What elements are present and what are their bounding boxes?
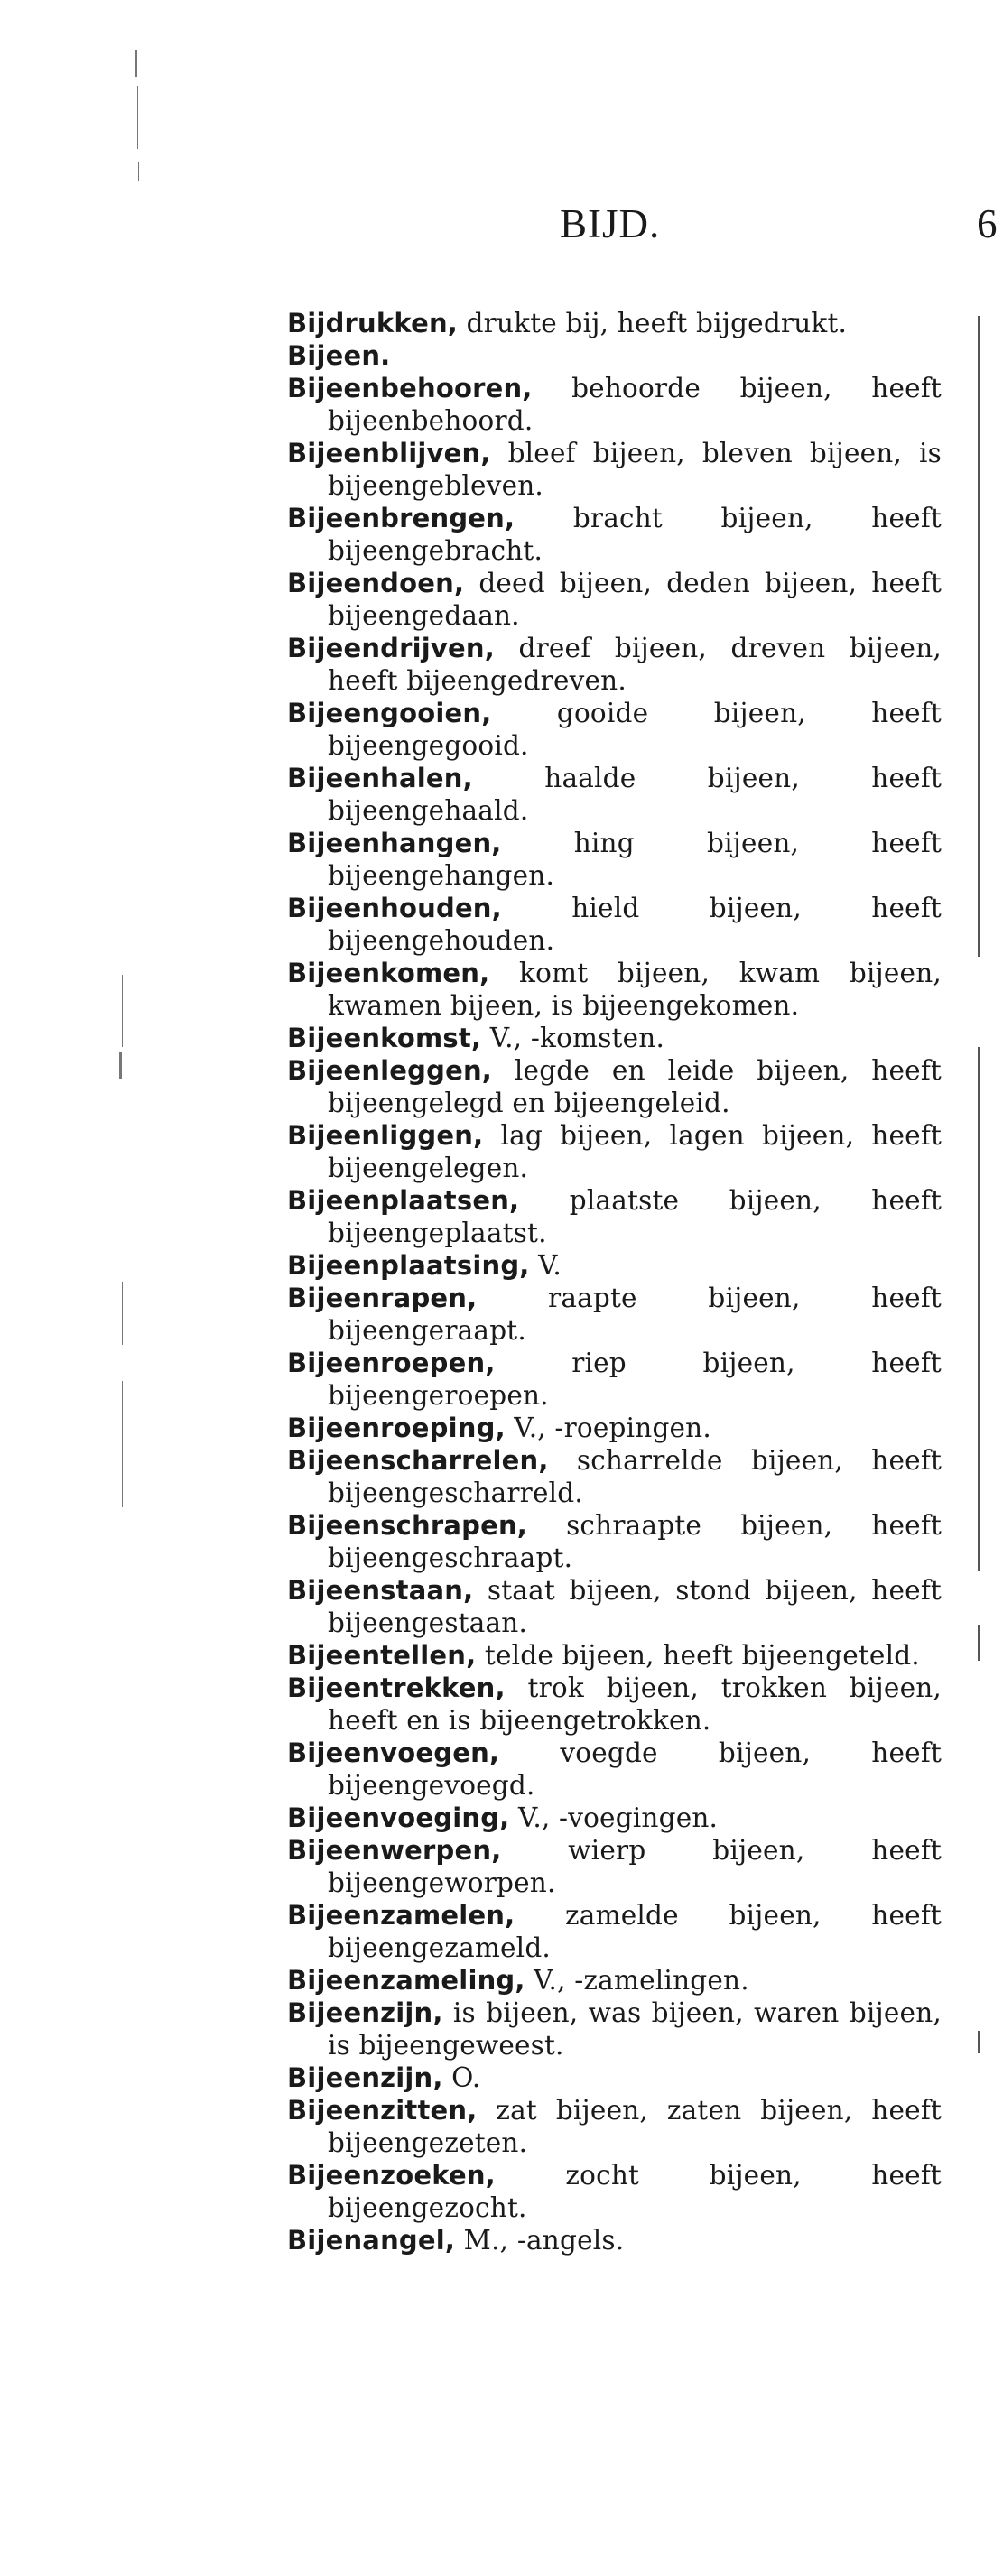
- dictionary-entry: [287, 1802, 942, 1834]
- dictionary-entry: [287, 1639, 942, 1672]
- dictionary-entries: [287, 307, 942, 2256]
- entry-definition: scharrelde bijeen, heeft bijeengescharreld.: [328, 1445, 942, 1508]
- margin-mark: [138, 162, 139, 181]
- dictionary-entry: [287, 502, 942, 567]
- entry-definition: V., -komsten.: [481, 1023, 665, 1053]
- entry-definition: V., -roepingen.: [505, 1413, 711, 1443]
- entry-definition: zat bijeen, zaten bijeen, heeft bijeengezeten.: [328, 2095, 942, 2158]
- entry-headword: Bijeengooien,: [287, 698, 492, 728]
- dictionary-entry: [287, 957, 942, 1022]
- dictionary-entry: [287, 2062, 942, 2094]
- dictionary-entry: [287, 1249, 942, 1282]
- entry-headword: Bijdrukken,: [287, 308, 459, 338]
- dictionary-entry: [287, 827, 942, 892]
- entry-definition: legde en leide bijeen, heeft bijeengelegd en bijeengeleid.: [328, 1055, 942, 1118]
- margin-mark: [137, 86, 138, 149]
- entry-definition: dreef bijeen, dreven bijeen, heeft bijeengedreven.: [328, 633, 942, 696]
- entry-definition: schraapte bijeen, heeft bijeengeschraapt.: [328, 1510, 942, 1573]
- entry-definition: V., -voegingen.: [509, 1802, 719, 1833]
- entry-headword: Bijeenhangen,: [287, 828, 502, 858]
- entry-headword: Bijeenhouden,: [287, 893, 502, 923]
- entry-definition: bracht bijeen, heeft bijeengebracht.: [328, 503, 942, 566]
- dictionary-entry: [287, 632, 942, 697]
- margin-mark: [122, 1381, 123, 1507]
- entry-headword: Bijeenzijn,: [287, 1997, 443, 2028]
- entry-headword: Bijeenplaatsen,: [287, 1185, 520, 1216]
- entry-definition: hield bijeen, heeft bijeengehouden.: [328, 893, 942, 956]
- entry-headword: Bijeendoen,: [287, 568, 465, 598]
- dictionary-entry: [287, 1347, 942, 1412]
- dictionary-entry: [287, 1054, 942, 1119]
- margin-mark: [119, 1052, 122, 1079]
- dictionary-entry: [287, 1964, 942, 1997]
- entry-definition: trok bijeen, trokken bijeen, heeft en is bijeengetrokken.: [328, 1673, 942, 1736]
- entry-definition: riep bijeen, heeft bijeengeroepen.: [328, 1348, 942, 1411]
- entry-headword: Bijeenbehooren,: [287, 373, 533, 403]
- dictionary-entry: [287, 892, 942, 957]
- column-rule: [978, 2031, 980, 2053]
- entry-headword: Bijeentellen,: [287, 1640, 477, 1671]
- entry-headword: Bijeenstaan,: [287, 1575, 474, 1606]
- dictionary-entry: [287, 567, 942, 632]
- entry-definition: telde bijeen, heeft bijeengeteld.: [476, 1640, 920, 1671]
- dictionary-entry: [287, 1282, 942, 1347]
- entry-headword: Bijeendrijven,: [287, 633, 495, 663]
- dictionary-entry: [287, 1119, 942, 1184]
- entry-definition: staat bijeen, stond bijeen, heeft bijeengestaan.: [328, 1575, 942, 1638]
- entry-headword: Bijeenwerpen,: [287, 1835, 502, 1866]
- dictionary-entry: [287, 1997, 942, 2062]
- entry-definition: haalde bijeen, heeft bijeengehaald.: [328, 763, 942, 826]
- entry-headword: Bijeenplaatsing,: [287, 1250, 530, 1281]
- entry-definition: M., -angels.: [455, 2225, 625, 2256]
- entry-definition: is bijeen, was bijeen, waren bijeen, is bijeengeweest.: [328, 1997, 942, 2061]
- entry-definition: voegde bijeen, heeft bijeengevoegd.: [328, 1737, 942, 1801]
- dictionary-entry: [287, 1834, 942, 1899]
- dictionary-entry: [287, 1672, 942, 1737]
- dictionary-entry: [287, 697, 942, 762]
- entry-headword: Bijeenvoegen,: [287, 1737, 500, 1768]
- dictionary-entry: [287, 1412, 942, 1444]
- page-number: 6: [977, 201, 998, 246]
- entry-definition: V., -zamelingen.: [525, 1965, 749, 1996]
- entry-headword: Bijeen.: [287, 340, 391, 371]
- column-rule: [978, 316, 980, 957]
- entry-definition: komt bijeen, kwam bijeen, kwamen bijeen, is bijeengekomen.: [328, 958, 942, 1021]
- column-rule: [978, 1625, 980, 1661]
- dictionary-entry: [287, 1899, 942, 1964]
- entry-headword: Bijeenzamelen,: [287, 1900, 515, 1931]
- entry-definition: plaatste bijeen, heeft bijeengeplaatst.: [328, 1185, 942, 1248]
- entry-definition: bleef bijeen, bleven bijeen, is bijeengebleven.: [328, 438, 942, 501]
- dictionary-entry: [287, 307, 942, 339]
- dictionary-entry: [287, 2094, 942, 2159]
- margin-mark: [122, 975, 123, 1047]
- entry-headword: Bijeenscharrelen,: [287, 1445, 549, 1476]
- dictionary-entry: [287, 1184, 942, 1249]
- entry-definition: deed bijeen, deden bijeen, heeft bijeengedaan.: [328, 568, 942, 631]
- entry-definition: V.: [529, 1250, 562, 1281]
- entry-definition: behoorde bijeen, heeft bijeenbehoord.: [328, 373, 942, 436]
- entry-headword: Bijeenkomen,: [287, 958, 490, 988]
- entry-definition: raapte bijeen, heeft bijeengeraapt.: [328, 1283, 942, 1346]
- entry-definition: drukte bij, heeft bijgedrukt.: [458, 308, 848, 338]
- entry-headword: Bijeenroepen,: [287, 1348, 496, 1378]
- entry-definition: zocht bijeen, heeft bijeengezocht.: [328, 2160, 942, 2223]
- entry-headword: Bijeenblijven,: [287, 438, 491, 468]
- entry-definition: zamelde bijeen, heeft bijeengezameld.: [328, 1900, 942, 1963]
- entry-headword: Bijeenroeping,: [287, 1413, 506, 1443]
- dictionary-entry: [287, 1022, 942, 1054]
- entry-headword: Bijeenzameling,: [287, 1965, 525, 1996]
- entry-definition: wierp bijeen, heeft bijeengeworpen.: [328, 1835, 942, 1898]
- margin-mark: [135, 50, 137, 77]
- entry-headword: Bijeenleggen,: [287, 1055, 493, 1086]
- entry-headword: Bijeenzijn,: [287, 2062, 443, 2093]
- entry-headword: Bijeenbrengen,: [287, 503, 515, 533]
- margin-mark: [122, 1282, 123, 1345]
- entry-definition: lag bijeen, lagen bijeen, heeft bijeengelegen.: [328, 1120, 942, 1183]
- entry-headword: Bijeenzitten,: [287, 2095, 478, 2126]
- entry-headword: Bijeenvoeging,: [287, 1802, 510, 1833]
- entry-headword: Bijenangel,: [287, 2225, 456, 2256]
- entry-headword: Bijeenrapen,: [287, 1283, 478, 1313]
- entry-headword: Bijeenschrapen,: [287, 1510, 528, 1541]
- dictionary-entry: [287, 1737, 942, 1802]
- entry-definition: hing bijeen, heeft bijeengehangen.: [328, 828, 942, 891]
- dictionary-entry: [287, 339, 942, 372]
- column-rule: [978, 1047, 980, 1571]
- dictionary-entry: [287, 372, 942, 437]
- dictionary-entry: [287, 437, 942, 502]
- entry-headword: Bijeenhalen,: [287, 763, 473, 793]
- dictionary-entry: [287, 1574, 942, 1639]
- entry-headword: Bijeenzoeken,: [287, 2160, 496, 2191]
- entry-headword: Bijeenliggen,: [287, 1120, 484, 1151]
- dictionary-entry: [287, 2159, 942, 2224]
- dictionary-entry: [287, 1509, 942, 1574]
- dictionary-entry: [287, 1444, 942, 1509]
- dictionary-entry: [287, 2224, 942, 2256]
- entry-definition: gooide bijeen, heeft bijeengegooid.: [328, 698, 942, 761]
- entry-headword: Bijeenkomst,: [287, 1023, 482, 1053]
- running-head: BIJD.: [560, 201, 661, 246]
- entry-definition: O.: [442, 2062, 481, 2093]
- dictionary-entry: [287, 762, 942, 827]
- entry-headword: Bijeentrekken,: [287, 1673, 506, 1703]
